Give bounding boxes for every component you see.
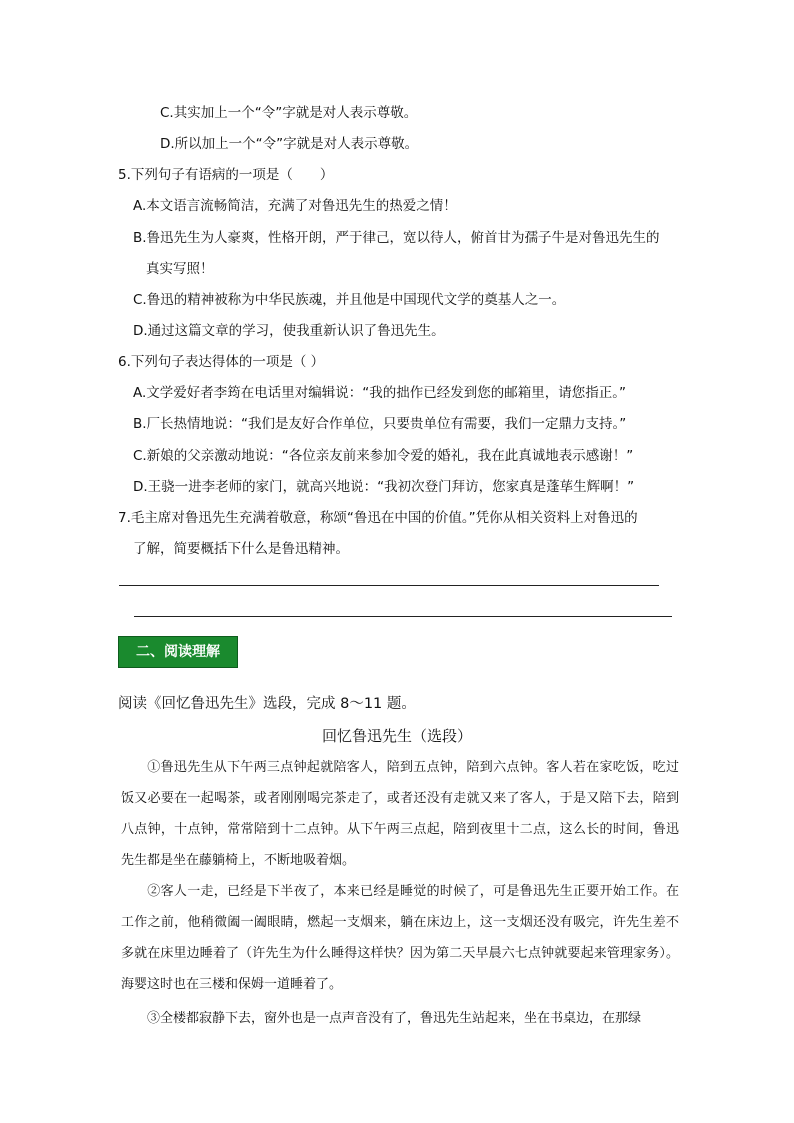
passage-paragraph-2-text: ②客人一走，已经是下半夜了，本来已经是睡觉的时候了，可是鲁迅先生正要开始工作。在工作之前，他稍微阖一阖眼睛，燃起一支烟来，躺在床边上，这一支烟还没有吸完，许先生差不多就在床里边睡着了（许先生为什么睡得这样快？因为第二天早晨六七点钟就要起来管理家务）。海婴这时也在三楼和保姆一道睡着了。 [121, 884, 679, 992]
passage-paragraph-1-text: ①鲁迅先生从下午两三点钟起就陪客人，陪到五点钟，陪到六点钟。客人若在家吃饭，吃过饭又必要在一起喝茶，或者刚刚喝完茶走了，或者还没有走就又来了客人，于是又陪下去，陪到八点钟，十点钟，常常陪到十二点钟。从下午两三点起，陪到夜里十二点，这么长的时间，鲁迅先生都是坐在藤躺椅上，不断地吸着烟。 [121, 760, 679, 868]
q7-stem: 7.毛主席对鲁迅先生充满着敬意，称颂“鲁迅在中国的价值。”凭你从相关资料上对鲁迅的 [118, 510, 638, 526]
passage-paragraph-3 [121, 1003, 679, 1034]
q6-option-b: B.厂长热情地说：“我们是友好合作单位，只要贵单位有需要，我们一定鼎力支持。” [133, 416, 627, 432]
q6-stem: 6.下列句子表达得体的一项是（ ） [118, 354, 325, 370]
q6-option-a: A.文学爱好者李筠在电话里对编辑说：“我的拙作已经发到您的邮箱里，请您指正。” [133, 385, 627, 401]
passage-title: 回忆鲁迅先生（选段） [321, 727, 472, 745]
passage-paragraph-1 [121, 752, 679, 876]
q4-option-c: C.其实加上一个“令”字就是对人表示尊敬。 [160, 105, 418, 121]
q5-option-a: A.本文语言流畅简洁，充满了对鲁迅先生的热爱之情！ [133, 198, 457, 214]
q5-option-d: D.通过这篇文章的学习，使我重新认识了鲁迅先生。 [133, 323, 445, 339]
passage-paragraph-2 [121, 876, 679, 1000]
q7-stem-continued: 了解，简要概括下什么是鲁迅精神。 [133, 541, 349, 557]
q5-option-c: C.鲁迅的精神被称为中华民族魂，并且他是中国现代文学的奠基人之一。 [133, 292, 566, 308]
passage-paragraph-3-text: ③全楼都寂静下去，窗外也是一点声音没有了，鲁迅先生站起来，坐在书桌边，在那绿 [147, 1011, 642, 1026]
q5-option-b: B.鲁迅先生为人豪爽，性格开朗，严于律己，宽以待人，俯首甘为孺子牛是对鲁迅先生的 [133, 230, 660, 246]
answer-line-1[interactable] [119, 585, 659, 586]
q5-option-b-continued: 真实写照！ [146, 261, 214, 277]
q4-option-d: D.所以加上一个“令”字就是对人表示尊敬。 [160, 136, 419, 152]
reading-intro: 阅读《回忆鲁迅先生》选段，完成 8～11 题。 [118, 696, 416, 712]
q6-option-d: D.王骁一进李老师的家门，就高兴地说：“我初次登门拜访，您家真是蓬荜生辉啊！” [133, 479, 635, 495]
q6-option-c: C.新娘的父亲激动地说：“各位亲友前来参加令爱的婚礼，我在此真诚地表示感谢！” [133, 448, 634, 464]
section-heading: 二、阅读理解 [118, 636, 238, 668]
q5-stem: 5.下列句子有语病的一项是（ ） [118, 167, 334, 183]
answer-line-2[interactable] [134, 616, 672, 617]
